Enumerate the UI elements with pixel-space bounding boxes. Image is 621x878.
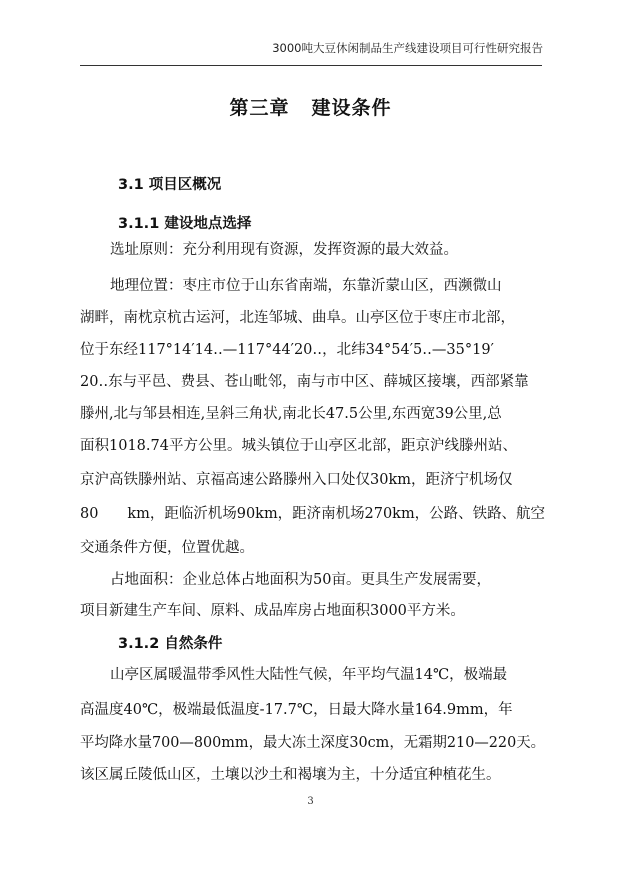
paragraph-line: 占地面积：企业总体占地面积为50亩。更具生产发展需要， (110, 572, 491, 588)
paragraph-line: 面积1018.74平方公里。城头镇位于山亭区北部，距京沪线滕州站、 (80, 438, 517, 454)
section-heading-3-1: 3.1 项目区概况 (118, 177, 222, 193)
paragraph-line: 高温度40℃，极端最低温度-17.7℃，日最大降水量164.9mm，年 (80, 702, 513, 718)
chapter-title (0, 93, 621, 120)
paragraph-line: 湖畔，南枕京杭古运河，北连邹城、曲阜。山亭区位于枣庄市北部， (80, 310, 515, 326)
paragraph-line: 交通条件方便，位置优越。 (80, 540, 254, 556)
paragraph-line: 位于东经117°14′14‥—117°44′20‥，北纬34°54′5‥—35°19′ (80, 342, 494, 358)
section-heading-3-1-2: 3.1.2 自然条件 (118, 636, 223, 652)
paragraph-line: 80 km，距临沂机场90km，距济南机场270km，公路、铁路、航空 (80, 506, 545, 522)
chapter-number: 第三章 (229, 97, 290, 119)
section-heading-3-1-1: 3.1.1 建设地点选择 (118, 216, 252, 232)
paragraph-line: 地理位置：枣庄市位于山东省南端，东靠沂蒙山区，西濒微山 (110, 278, 502, 294)
paragraph-line: 平均降水量700—800mm，最大冻土深度30cm，无霜期210—220天。 (80, 735, 546, 751)
paragraph-line: 该区属丘陵低山区，土壤以沙土和褐壤为主，十分适宜种植花生。 (80, 767, 501, 783)
paragraph-line: 项目新建生产车间、原料、成品库房占地面积3000平方米。 (80, 603, 465, 619)
paragraph-line: 滕州,北与邹县相连,呈斜三角状,南北长47.5公里,东西宽39公里,总 (80, 406, 502, 422)
paragraph-line: 20‥东与平邑、费县、苍山毗邻，南与市中区、薛城区接壤，西部紧靠 (80, 374, 529, 390)
page-number: 3 (307, 796, 314, 807)
running-header: 3000吨大豆休闲制品生产线建设项目可行性研究报告 (272, 41, 543, 55)
paragraph-line: 京沪高铁滕州站、京福高速公路滕州入口处仅30km，距济宁机场仅 (80, 472, 513, 488)
paragraph-site-principle: 选址原则：充分利用现有资源，发挥资源的最大效益。 (110, 242, 458, 258)
paragraph-line: 山亭区属暖温带季风性大陆性气候，年平均气温14℃，极端最 (110, 667, 508, 683)
header-rule (80, 65, 542, 66)
chapter-name: 建设条件 (311, 97, 392, 119)
